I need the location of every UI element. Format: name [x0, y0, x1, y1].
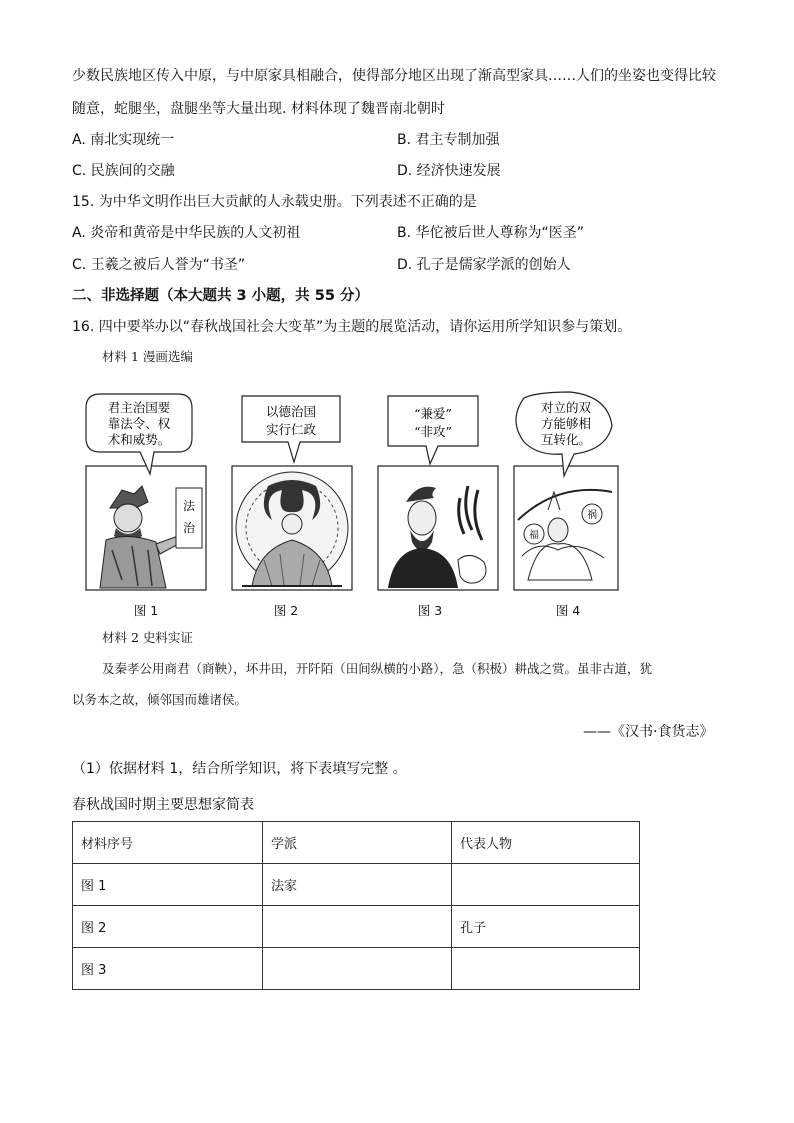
table-row — [73, 864, 640, 906]
section-heading: 二、非选择题（本大题共 3 小题，共 55 分） — [72, 288, 369, 304]
material2-title: 材料 2 史料实证 — [102, 630, 193, 645]
panel2-bubble-line2: 实行仁政 — [265, 422, 317, 437]
table-cell: 图 3 — [73, 948, 263, 990]
table-row — [73, 948, 640, 990]
table-cell: 图 1 — [73, 864, 263, 906]
q16-sub1: （1）依据材料 1，结合所学知识，将下表填写完整 。 — [72, 761, 407, 777]
table-cell-blank[interactable] — [452, 948, 640, 990]
fazhi-sign — [176, 488, 202, 548]
caption-fig4: 图 4 — [555, 603, 581, 618]
cartoon-panel-4 — [508, 390, 622, 592]
q14-option-c: C. 民族间的交融 — [72, 163, 175, 179]
q15-stem: 15. 为中华文明作出巨大贡献的人永载史册。下列表述不正确的是 — [72, 194, 477, 210]
panel4-bubble-line2: 方能够相 — [540, 416, 592, 431]
panel2-bubble-line1: 以德治国 — [265, 404, 317, 419]
table-header: 代表人物 — [452, 822, 640, 864]
panel4-bubble-line3: 互转化。 — [540, 432, 592, 447]
panel1-bubble-line3: 术和威势。 — [107, 432, 171, 447]
table-cell: 图 2 — [73, 906, 263, 948]
q16-stem: 16. 四中要举办以“春秋战国社会大变革”为主题的展览活动，请你运用所学知识参与策划。 — [72, 319, 632, 335]
panel3-bubble-line1: “兼爱” — [414, 406, 452, 421]
table-header-row — [73, 822, 640, 864]
table-title: 春秋战国时期主要思想家简表 — [72, 797, 254, 813]
q15-option-c: C. 王羲之被后人誉为“书圣” — [72, 257, 246, 273]
material2-line1: 及秦孝公用商君（商鞅），坏井田，开阡陌（田间纵横的小路），急（积极）耕战之赏。虽非古道，犹 — [102, 661, 653, 676]
caption-fig2: 图 2 — [273, 603, 299, 618]
svg-text:祸: 祸 — [587, 510, 597, 521]
table-header: 学派 — [263, 822, 452, 864]
q14-text-line1: 少数民族地区传入中原，与中原家具相融合，使得部分地区出现了渐高型家具……人们的坐姿也变得比较 — [72, 68, 716, 84]
panel1-bubble-line1: 君主治国要 — [107, 400, 171, 415]
material1-title: 材料 1 漫画选编 — [102, 349, 193, 364]
table-cell-blank[interactable] — [452, 864, 640, 906]
q14-text-line2: 随意，蛇腿坐，盘腿坐等大量出现. 材料体现了魏晋南北朝时 — [72, 101, 445, 117]
material2-line2: 以务本之故，倾邻国而雄诸侯。 — [72, 692, 248, 707]
cartoon-panel-1 — [82, 390, 210, 592]
table-cell-blank[interactable] — [263, 948, 452, 990]
table-row — [73, 906, 640, 948]
table-cell: 孔子 — [452, 906, 640, 948]
thinkers-table — [72, 821, 640, 990]
table-cell: 法家 — [263, 864, 452, 906]
q14-option-b: B. 君主专制加强 — [397, 132, 500, 148]
q15-option-a: A. 炎帝和黄帝是中华民族的人文初祖 — [72, 225, 301, 241]
material2-source: ——《汉书·食货志》 — [583, 724, 714, 740]
emperor-figure-illustration — [100, 486, 182, 588]
confucius-figure-illustration — [236, 472, 348, 586]
q14-option-a: A. 南北实现统一 — [72, 132, 175, 148]
panel3-bubble-line2: “非攻” — [414, 424, 452, 439]
q14-option-d: D. 经济快速发展 — [397, 163, 501, 179]
caption-fig1: 图 1 — [133, 603, 159, 618]
q15-option-b: B. 华佗被后世人尊称为“医圣” — [397, 225, 585, 241]
svg-text:福: 福 — [529, 530, 539, 541]
table-cell-blank[interactable] — [263, 906, 452, 948]
cartoon-panel-2 — [228, 390, 356, 592]
panel4-bubble-line1: 对立的双 — [540, 400, 592, 415]
panel1-bubble-line2: 靠法令、权 — [107, 416, 171, 431]
q15-option-d: D. 孔子是儒家学派的创始人 — [397, 257, 571, 273]
table-header: 材料序号 — [73, 822, 263, 864]
caption-fig3: 图 3 — [417, 603, 443, 618]
cartoon-panel-3 — [374, 390, 502, 592]
mozi-figure-illustration — [388, 486, 486, 588]
svg-text:治: 治 — [182, 521, 196, 535]
svg-text:法: 法 — [182, 499, 196, 513]
